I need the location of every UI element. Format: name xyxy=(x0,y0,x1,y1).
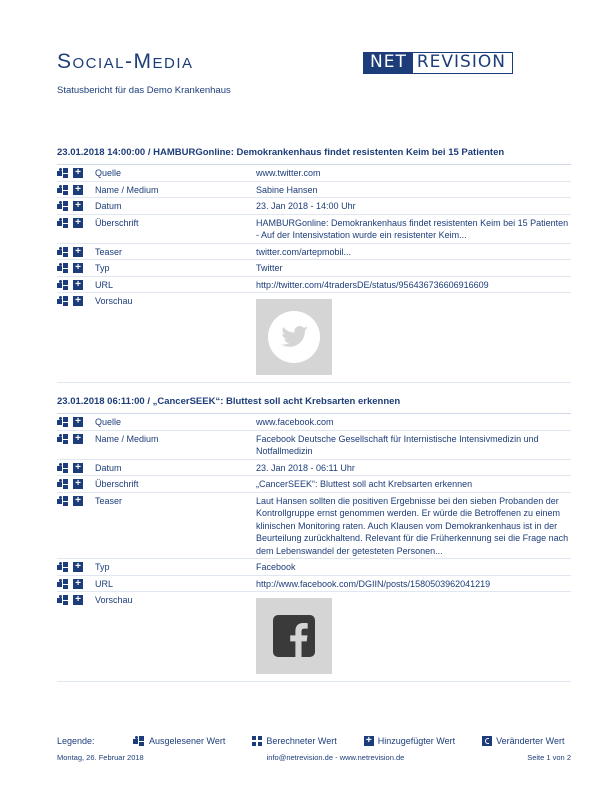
row-value: twitter.com/artepmobil... xyxy=(256,246,352,257)
legend-read-label: Ausgelesener Wert xyxy=(149,736,226,746)
row-value: www.facebook.com xyxy=(256,417,334,427)
expand-plus-icon[interactable]: + xyxy=(73,185,83,195)
entry-row xyxy=(57,476,571,493)
row-label: Teaser xyxy=(95,246,123,257)
expand-plus-icon[interactable]: + xyxy=(73,479,83,489)
read-value-icon xyxy=(57,463,69,473)
read-value-icon xyxy=(57,562,69,572)
row-value: 23. Jan 2018 - 06:11 Uhr xyxy=(256,462,355,473)
read-value-icon xyxy=(57,579,69,589)
entry-row xyxy=(57,277,571,294)
read-value-icon xyxy=(133,736,145,746)
expand-plus-icon[interactable]: + xyxy=(73,168,83,178)
entry-row xyxy=(57,414,571,431)
footer-date: Montag, 26. Februar 2018 xyxy=(57,753,144,762)
row-label: Name / Medium xyxy=(95,184,159,195)
computed-value-icon xyxy=(252,736,262,746)
footer-page-number: Seite 1 von 2 xyxy=(527,753,571,762)
added-value-icon: + xyxy=(364,736,374,746)
expand-plus-icon[interactable]: + xyxy=(73,595,83,605)
row-label: Datum xyxy=(95,201,122,211)
row-label: Name / Medium xyxy=(95,433,159,444)
entry-row xyxy=(57,576,571,593)
row-value: „CancerSEEK“: Bluttest soll acht Krebsarten erkennen xyxy=(256,479,473,489)
row-label: URL xyxy=(95,279,114,290)
twitter-icon xyxy=(268,311,320,363)
row-value: Facebook xyxy=(256,562,296,572)
expand-plus-icon[interactable]: + xyxy=(73,463,83,473)
expand-plus-icon[interactable]: + xyxy=(73,201,83,211)
expand-plus-icon[interactable]: + xyxy=(73,496,83,506)
legend-title: Legende: xyxy=(57,736,95,746)
logo-net: NET xyxy=(364,53,413,73)
entry-row-preview xyxy=(57,293,571,383)
read-value-icon xyxy=(57,479,69,489)
row-value[interactable]: http://twitter.com/4tradersDE/status/956436736606916609 xyxy=(256,279,489,290)
legend-computed-label: Berechneter Wert xyxy=(266,736,337,746)
expand-plus-icon[interactable]: + xyxy=(73,280,83,290)
entry xyxy=(57,395,571,682)
row-label: Typ xyxy=(95,562,110,572)
read-value-icon xyxy=(57,247,69,257)
row-value: Sabine Hansen xyxy=(256,184,318,195)
expand-plus-icon[interactable]: + xyxy=(73,263,83,273)
read-value-icon xyxy=(57,280,69,290)
row-label: Vorschau xyxy=(95,595,133,605)
row-label: Quelle xyxy=(95,168,122,178)
row-label: Teaser xyxy=(95,495,123,506)
row-value: HAMBURGonline: Demokrankenhaus findet resistenten Keim bei 15 Patienten - Auf der Intensivstation wurde ein resistenter Keim... xyxy=(256,217,569,240)
page-title: Social-Media xyxy=(57,50,194,73)
row-label: Überschrift xyxy=(95,479,139,489)
read-value-icon xyxy=(57,263,69,273)
entry-row xyxy=(57,182,571,199)
entry-row xyxy=(57,493,571,560)
row-value: Twitter xyxy=(256,263,283,273)
entry-row xyxy=(57,431,571,460)
read-value-icon xyxy=(57,168,69,178)
entry-heading: 23.01.2018 06:11:00 / „CancerSEEK“: Bluttest soll acht Krebsarten erkennen xyxy=(57,395,571,414)
read-value-icon xyxy=(57,496,69,506)
preview-thumbnail[interactable] xyxy=(256,598,332,674)
row-value: www.twitter.com xyxy=(256,168,321,178)
legend xyxy=(57,736,571,746)
expand-plus-icon[interactable]: + xyxy=(73,417,83,427)
read-value-icon xyxy=(57,595,69,605)
row-value: Laut Hansen sollten die positiven Ergebnisse bei den sieben Probanden der Kontrollgruppe ernst genommen werden. Er würde die Betroffenen zu einem klinischen Monitoring raten. Auch Klausen vom Demokrankenhaus ist in der Beurteilung zurückhaltend. Relevant für die Früherkennung sei die Frage nach dem Lebenswandel der getesteten Personen... xyxy=(256,495,569,556)
expand-plus-icon[interactable]: + xyxy=(73,247,83,257)
entry-row xyxy=(57,260,571,277)
facebook-icon xyxy=(273,615,315,657)
row-label: Typ xyxy=(95,263,110,273)
read-value-icon xyxy=(57,417,69,427)
footer xyxy=(57,753,571,762)
entry xyxy=(57,146,571,383)
row-label: Vorschau xyxy=(95,296,133,306)
read-value-icon xyxy=(57,218,69,228)
footer-contact[interactable]: info@netrevision.de - www.netrevision.de xyxy=(266,753,405,762)
read-value-icon xyxy=(57,434,69,444)
read-value-icon xyxy=(57,201,69,211)
expand-plus-icon[interactable]: + xyxy=(73,296,83,306)
row-value[interactable]: http://www.facebook.com/DGIIN/posts/1580503962041219 xyxy=(256,578,491,589)
page-subtitle: Statusbericht für das Demo Krankenhaus xyxy=(57,85,231,96)
entry-row xyxy=(57,244,571,261)
row-value: Facebook Deutsche Gesellschaft für Internistische Intensivmedizin und Notfallmedizin xyxy=(256,433,539,456)
expand-plus-icon[interactable]: + xyxy=(73,218,83,228)
legend-added-label: Hinzugefügter Wert xyxy=(377,736,456,746)
entry-row-preview xyxy=(57,592,571,682)
expand-plus-icon[interactable]: + xyxy=(73,579,83,589)
row-value: 23. Jan 2018 - 14:00 Uhr xyxy=(256,201,356,211)
expand-plus-icon[interactable]: + xyxy=(73,434,83,444)
entry-row xyxy=(57,198,571,215)
entry-row xyxy=(57,165,571,182)
row-label: URL xyxy=(95,578,114,589)
entry-row xyxy=(57,460,571,477)
netrevision-logo xyxy=(363,52,513,74)
read-value-icon xyxy=(57,296,69,306)
changed-value-icon xyxy=(482,736,492,746)
row-label: Überschrift xyxy=(95,217,139,228)
entry-row xyxy=(57,559,571,576)
entry-row xyxy=(57,215,571,244)
preview-thumbnail[interactable] xyxy=(256,299,332,375)
logo-revision: REVISION xyxy=(416,52,506,72)
legend-changed-label: Veränderter Wert xyxy=(496,736,565,746)
row-label: Datum xyxy=(95,462,122,473)
row-label: Quelle xyxy=(95,417,122,427)
read-value-icon xyxy=(57,185,69,195)
entry-heading: 23.01.2018 14:00:00 / HAMBURGonline: Demokrankenhaus findet resistenten Keim bei 15 Patienten xyxy=(57,146,571,165)
expand-plus-icon[interactable]: + xyxy=(73,562,83,572)
